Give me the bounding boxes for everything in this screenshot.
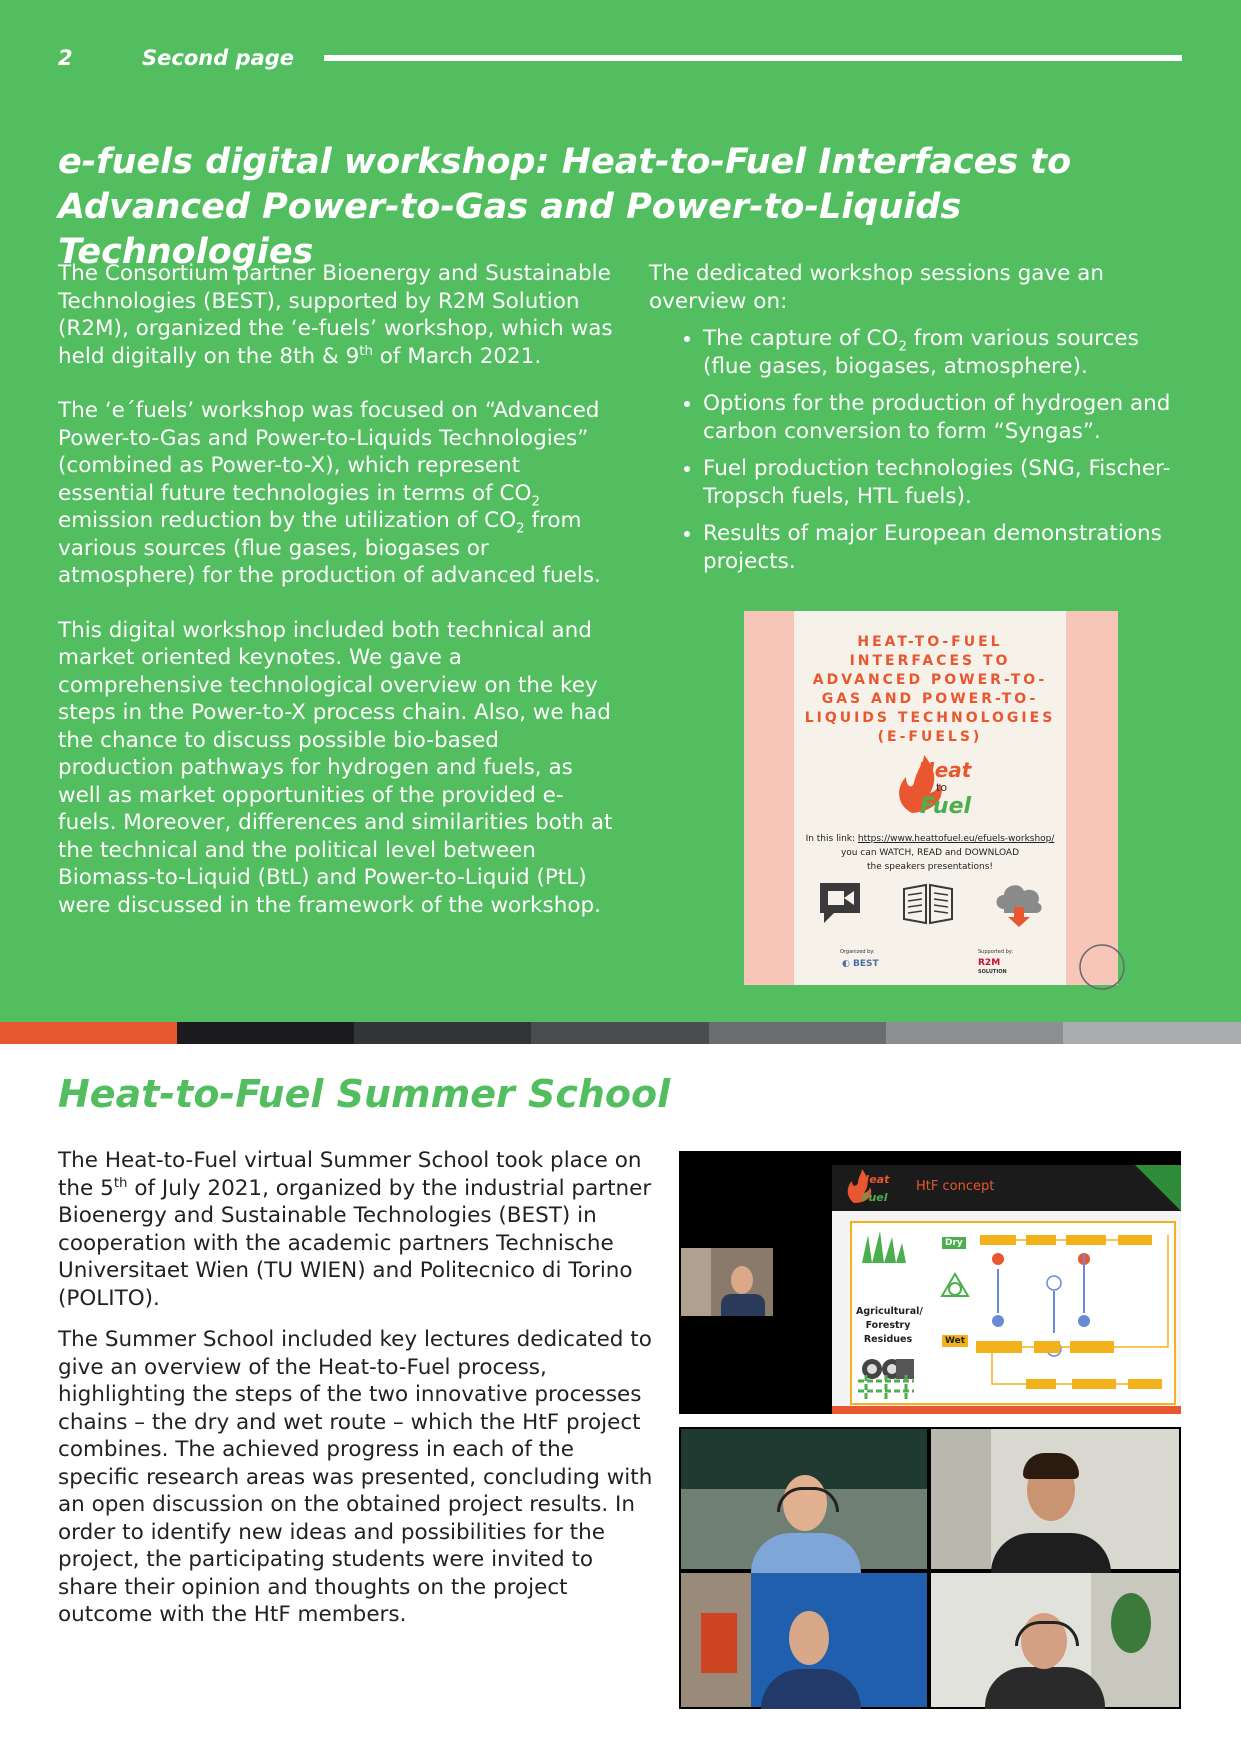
heat-to-fuel-logo-icon [894, 753, 972, 819]
speaker-thumbnail [681, 1248, 773, 1316]
sessions-list-item: • Results of major European demonstrations projects. [703, 520, 1189, 575]
slide-heading: HtF concept [916, 1179, 995, 1194]
participant-video [681, 1429, 927, 1569]
header-rule [324, 55, 1182, 61]
stripe-segment [177, 1022, 354, 1044]
sessions-list-item: • Fuel production technologies (SNG, Fischer-Tropsch fuels, HTL fuels). [703, 455, 1189, 510]
poster-organized-by: Organized by: [840, 949, 875, 955]
sessions-intro: The dedicated workshop sessions gave an overview on: [649, 261, 1104, 314]
workshop-title: e-fuels digital workshop: Heat-to-Fuel Interfaces to Advanced Power-to-Gas and Power-to-Liquids Technologies [58, 142, 1072, 272]
page-number: 2 [58, 46, 73, 70]
summer-school-paragraph-1: The Heat-to-Fuel virtual Summer School took place on the 5th of July 2021, organized by the industrial partner Bioenergy and Sustainable Technologies (BEST) in cooperation with the academic partners Technische Universitaet Wien (TU WIEN) and Politecnico di Torino (POLITO). [58, 1148, 652, 1311]
page-label: Second page [142, 46, 295, 70]
workshop-right-column [649, 260, 1189, 585]
recycle-icon [938, 1271, 972, 1305]
workshop-paragraph-2: The ‘e´fuels’ workshop was focused on “Advanced Power-to-Gas and Power-to-Liquids Technologies” (combined as Power-to-X), which represent essential future technologies in terms of $CO_2$ emission reduction by the utilization of $CO_2$ from various sources (flue gases, biogases or atmosphere) for the production of advanced fuels. [58, 398, 601, 588]
stripe-segment [709, 1022, 886, 1044]
summer-school-title: Heat-to-Fuel Summer School [58, 1072, 671, 1116]
shared-slide [832, 1165, 1181, 1414]
residues-label: Agricultural/ Forestry Residues [856, 1306, 923, 1345]
book-icon [900, 879, 956, 927]
crops-icon [858, 1229, 908, 1263]
stripe-segment [354, 1022, 531, 1044]
workshop-paragraph-1: The Consortium partner Bioenergy and Sustainable Technologies (BEST), supported by R2M Solution (R2M), organized the ‘e-fuels’ workshop, which was held digitally on the 8th & 9th of March 2021. [58, 261, 613, 369]
sessions-list [649, 325, 1189, 575]
poster-logo-best: ◐ BEST [842, 959, 879, 969]
stripe-segment [531, 1022, 709, 1044]
stripe-segment [1063, 1022, 1241, 1044]
participant-video [931, 1429, 1179, 1569]
svg-text:Fuel: Fuel [920, 794, 972, 819]
poster-logo-r2m: R2M SOLUTION [978, 958, 1007, 975]
workshop-left-column [58, 260, 618, 946]
poster-title: HEAT-TO-FUEL INTERFACES TO ADVANCED POWER-TO-GAS AND POWER-TO-LIQUIDS TECHNOLOGIES (E-FUELS) [804, 634, 1056, 745]
participant-video [681, 1573, 927, 1707]
cloud-download-icon [992, 879, 1046, 929]
sessions-list-item: • The capture of $CO_2$ from various sources (flue gases, biogases, atmosphere). [703, 325, 1189, 380]
workshop-poster [744, 611, 1118, 985]
svg-text:Fuel: Fuel [862, 1191, 888, 1204]
wet-label: Wet [942, 1335, 968, 1347]
svg-text:Heat: Heat [860, 1173, 890, 1186]
workshop-paragraph-3: This digital workshop included both technical and market oriented keynotes. We gave a comprehensive technological overview on the key steps in the Power-to-X process chain. Also, we had the chance to discuss possible bio-based production pathways for hydrogen and fuels, as well as market opportunities of the provided e-fuels. Moreover, differences and similarities both at the technical and the political level between Biomass-to-Liquid (BtL) and Power-to-Liquid (PtL) were discussed in the framework of the workshop. [58, 617, 613, 918]
svg-text:to: to [936, 781, 948, 794]
summer-school-text [58, 1147, 658, 1643]
poster-supported-by: Supported by: [978, 949, 1014, 955]
svg-text:Heat: Heat [918, 758, 972, 782]
sessions-list-item: • Options for the production of hydrogen and carbon conversion to form “Syngas”. [703, 390, 1189, 445]
poster-link-url[interactable]: https://www.heattofuel.eu/efuels-workshop/ [857, 834, 1055, 844]
process-flow-diagram [972, 1229, 1172, 1401]
htf-concept-diagram [850, 1221, 1176, 1405]
video-call-gallery-screenshot [679, 1427, 1181, 1709]
video-call-slide-screenshot [679, 1151, 1181, 1414]
grass-icon [856, 1373, 916, 1401]
participant-video [931, 1573, 1179, 1707]
stripe-segment [0, 1022, 177, 1044]
dry-label: Dry [942, 1237, 966, 1249]
poster-link-text: In this link: https://www.heattofuel.eu/efuels-workshop/ you can WATCH, READ and DOWNLOAD the speakers presentations! [805, 834, 1055, 872]
summer-school-paragraph-2: The Summer School included key lectures dedicated to give an overview of the Heat-to-Fuel process, highlighting the steps of the two innovative processes chains – the dry and wet route – which the HtF project combines. The achieved progress in each of the specific research areas was presented, concluding with an open discussion on the obtained project results. In order to identify new ideas and possibilities for the project, the participating students were invited to share their opinion and thoughts on the project outcome with the HtF members. [58, 1327, 653, 1627]
video-camera-icon [816, 879, 864, 925]
stripe-segment [886, 1022, 1063, 1044]
poster-card [794, 611, 1066, 985]
slide-logo-icon [846, 1169, 890, 1205]
